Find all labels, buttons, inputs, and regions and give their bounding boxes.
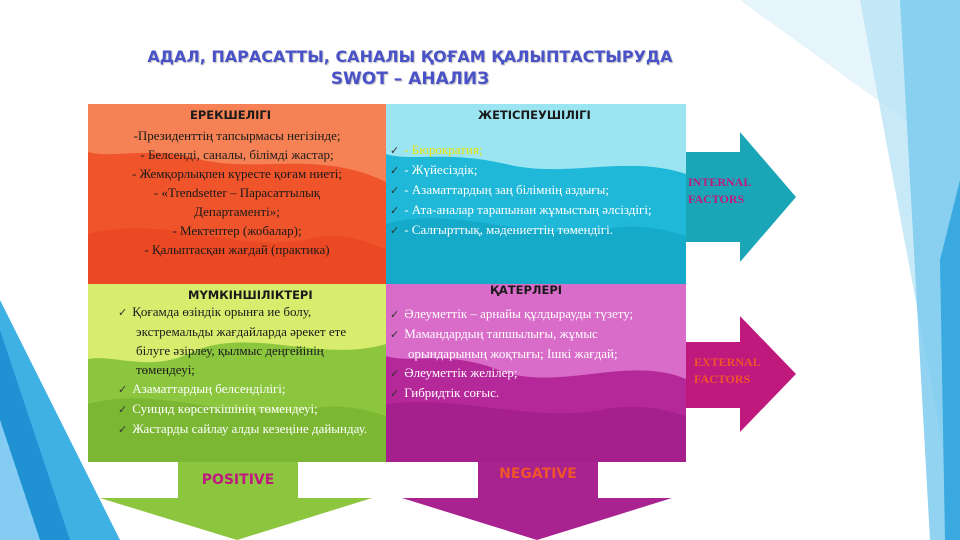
list-item: ✓ Суицид көрсеткішінің төмендеуі; — [118, 399, 382, 419]
negative-label: NEGATIVE — [499, 466, 577, 482]
internal-label-line-2: FACTORS — [688, 192, 745, 206]
list-item: ✓ Азаматтардың белсенділігі; — [118, 379, 382, 399]
positive-label: POSITIVE — [201, 472, 275, 488]
list-item: - Жемқорлықпен күресте қоғам ниеті; — [131, 166, 343, 181]
list-item: ✓ - Ата-аналар тарапынан жұмыстың әлсіздігі; — [390, 200, 682, 220]
weaknesses-list — [390, 140, 682, 240]
list-item: ✓ - Азаматтардың заң білімнің аздығы; — [390, 180, 682, 200]
weaknesses-quadrant — [386, 104, 686, 284]
external-label-line-1: EXTERNAL — [694, 355, 761, 369]
title-line-1: АДАЛ, ПАРАСАТТЫ, САНАЛЫ ҚОҒАМ ҚАЛЫПТАСТЫРУДА — [147, 47, 673, 66]
internal-label-line-1: INTERNAL — [688, 175, 752, 189]
strengths-heading: ЕРЕКШЕЛІГІ — [190, 108, 272, 122]
list-item: - «Trendsetter – Парасаттылық — [153, 185, 321, 200]
external-label-line-2: FACTORS — [694, 372, 751, 386]
list-item: ✓ - Салғырттық, мәдениеттің төмендігі. — [390, 220, 682, 240]
strengths-quadrant — [88, 104, 386, 284]
list-item: ✓ Әлеуметтік желілер; — [390, 363, 680, 383]
threats-heading: ҚАТЕРЛЕРІ — [490, 284, 563, 297]
opportunities-quadrant — [88, 284, 386, 462]
list-item: ✓ Жастарды сайлау алды кезеңіне дайындау. — [118, 419, 382, 439]
threats-list — [390, 304, 680, 403]
list-item: - Мектептер (жобалар); — [172, 223, 302, 238]
list-item: - Белсенді, саналы, білімді жастар; — [140, 147, 334, 162]
list-item: Департаменті»; — [194, 204, 280, 219]
internal-factors-label — [688, 174, 751, 208]
external-factors-label — [694, 354, 761, 388]
opportunities-heading: МҮМКІНШІЛІКТЕРІ — [188, 288, 313, 302]
opportunities-list — [118, 302, 382, 439]
list-item: ✓ - Жүйесіздік; — [390, 160, 682, 180]
list-item: ✓ Гибридтік соғыс. — [390, 383, 680, 403]
list-item: - Қалыптасқан жағдай (практика) — [144, 242, 330, 257]
list-item: ✓ Мамандардың тапшылығы, жұмыс орындарының жоқтығы; Ішкі жағдай; — [390, 324, 680, 363]
threats-quadrant — [386, 284, 686, 462]
weaknesses-heading: ЖЕТІСПЕУШІЛІГІ — [478, 108, 591, 122]
title-line-2: SWOT – АНАЛИЗ — [330, 69, 490, 89]
list-item: ✓ Қоғамда өзіндік орынға ие болу, экстремальды жағдайларда әрекет ете білуге әзірлеу, қылмыс деңгейінің төмендеуі; — [118, 302, 382, 379]
list-item: -Президенттің тапсырмасы негізінде; — [133, 128, 341, 143]
list-item: ✓ - Бюрократия; — [390, 140, 682, 160]
strengths-list — [92, 126, 382, 259]
list-item: ✓ Әлеуметтік – арнайы құлдырауды түзету; — [390, 304, 680, 324]
